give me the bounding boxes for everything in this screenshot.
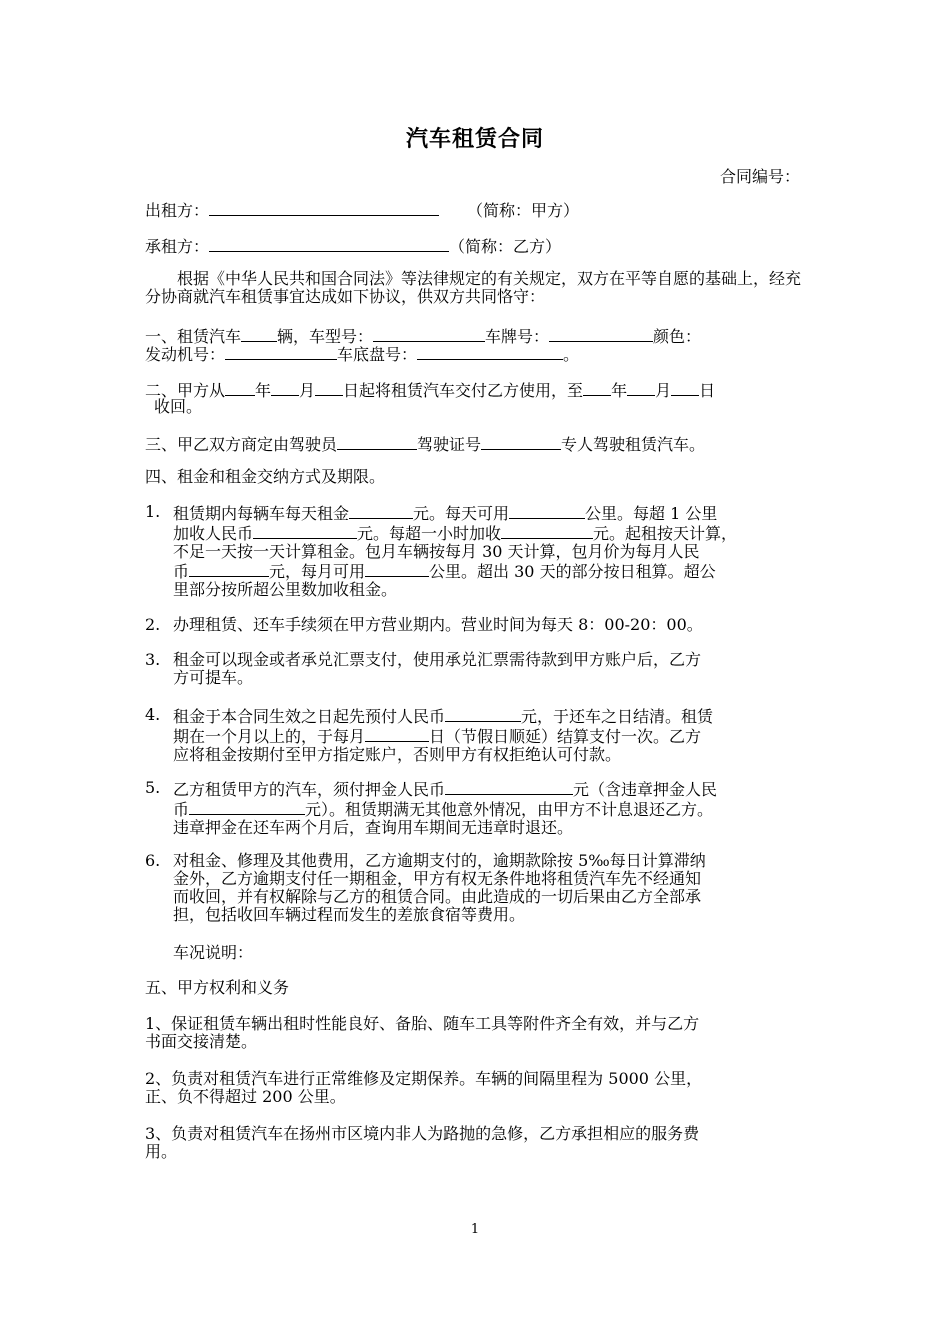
item-text: 金外，乙方逾期支付任一期租金，甲方有权无条件地将租赁汽车先不经通知 [173, 869, 702, 888]
item-text: 日（节假日顺延）结算支付一次。乙方 [429, 727, 702, 746]
para-text: 1、保证租赁车辆出租时性能良好、备胎、随车工具等附件齐全有效，并与乙方 [145, 1014, 700, 1033]
lessee-abbr: （简称：乙方） [449, 237, 562, 256]
sec2-text: 年 [611, 381, 628, 400]
sec2-line2: 收回。 [154, 397, 203, 416]
blank-plate[interactable] [549, 326, 653, 342]
item-text: 应将租金按期付至甲方指定账户，否则甲方有权拒绝认可付款。 [173, 745, 622, 764]
item-text: 对租金、修理及其他费用，乙方逾期支付的，逾期款除按 5‰每日计算滞纳 [173, 851, 706, 870]
blank-engine-no[interactable] [225, 344, 337, 360]
blank-vehicle-count[interactable] [241, 326, 277, 342]
lessor-abbr: （简称：甲方） [467, 201, 580, 220]
item-number: 5. [145, 778, 161, 797]
item-text: 里部分按所超公里数加收租金。 [173, 580, 398, 599]
item-text: 乙方租赁甲方的汽车，须付押金人民币 [173, 780, 446, 799]
right-2 [145, 1070, 810, 1106]
blank-monthly-km[interactable] [365, 561, 429, 577]
item-text: 而收回，并有权解除与乙方的租赁合同。由此造成的一切后果由乙方全部承 [173, 887, 702, 906]
item-text: 元。每超一小时加收 [357, 524, 502, 543]
lessor-line [145, 200, 810, 220]
item-text: 方可提车。 [173, 668, 254, 687]
sec1-text: 一、租赁汽车 [145, 327, 242, 346]
sec2-text: 日 [699, 381, 716, 400]
sec1-text: 车底盘号： [337, 345, 418, 364]
item-text: 担，包括收回车辆过程而发生的差旅食宿等费用。 [173, 905, 526, 924]
item-1 [145, 503, 810, 599]
blank-driver[interactable] [337, 434, 417, 450]
para-text: 用。 [145, 1142, 178, 1161]
sec3-text: 专人驾驶租赁汽车。 [561, 435, 706, 454]
item-number: 6. [145, 851, 161, 870]
item-text: 租赁期内每辆车每天租金 [173, 504, 350, 523]
lessee-label: 承租方： [145, 237, 210, 256]
para-text: 2、负责对租赁汽车进行正常维修及定期保养。车辆的间隔里程为 5000 公里， [145, 1069, 703, 1088]
item-text: 元，于还车之日结清。租赁 [521, 707, 714, 726]
sec3-text: 驾驶证号 [417, 435, 482, 454]
sec1-text: 颜色： [653, 327, 702, 346]
lessee-blank[interactable] [209, 236, 449, 252]
item-text: 元。起租按天计算， [593, 524, 738, 543]
para-text: 3、负责对租赁汽车在扬州市区境内非人为路抛的急修，乙方承担相应的服务费 [145, 1124, 700, 1143]
item-number: 1. [145, 502, 161, 521]
sec3-line [145, 434, 810, 454]
page-title: 汽车租赁合同 [405, 127, 544, 152]
sec3-text: 三、甲乙双方商定由驾驶员 [145, 435, 338, 454]
blank-end-day[interactable] [671, 380, 699, 396]
blank-settlement-day[interactable] [365, 726, 429, 742]
para-text: 正、负不得超过 200 公里。 [145, 1087, 346, 1106]
blank-per-km-fee[interactable] [253, 523, 357, 539]
item-6 [145, 852, 810, 924]
blank-license-no[interactable] [481, 434, 561, 450]
item-text: 不足一天按一天计算租金。包月车辆按每月 30 天计算，包月价为每月人民 [173, 542, 700, 561]
item-number: 3. [145, 650, 161, 669]
sec1-line2 [145, 344, 810, 364]
sec2-text: 日起将租赁汽车交付乙方使用，至 [343, 381, 584, 400]
item-text: 元（含违章押金人民 [573, 780, 718, 799]
blank-daily-rent[interactable] [349, 503, 413, 519]
blank-end-year[interactable] [583, 380, 611, 396]
item-4 [145, 706, 810, 764]
sec2-text: 月 [299, 381, 316, 400]
blank-model[interactable] [373, 326, 485, 342]
item-text: 币 [173, 800, 190, 819]
blank-prepay-amount[interactable] [445, 706, 521, 722]
lessor-blank[interactable] [209, 200, 439, 216]
item-text: 元，每月可用 [269, 562, 366, 581]
right-1 [145, 1015, 810, 1051]
sec1-text: 辆，车型号： [277, 327, 374, 346]
item-text: 违章押金在还车两个月后，查询用车期间无违章时退还。 [173, 818, 574, 837]
sec5-title: 五、甲方权利和义务 [145, 978, 290, 997]
item-2 [145, 616, 810, 634]
item-text: 期在一个月以上的，于每月 [173, 727, 366, 746]
item-text: 办理租赁、还车手续须在甲方营业期内。营业时间为每天 8：00-20：00。 [173, 615, 703, 634]
sec2-line1 [145, 380, 810, 400]
right-3 [145, 1125, 810, 1161]
item-5 [145, 779, 810, 837]
preamble: 根据《中华人民共和国合同法》等法律规定的有关规定，双方在平等自愿的基础上，经充分协商就汽车租赁事宜达成如下协议，供双方共同恪守： [145, 269, 802, 306]
car-condition-label: 车况说明： [173, 943, 254, 962]
sec1-line1 [145, 326, 810, 346]
blank-violation-deposit[interactable] [189, 799, 305, 815]
sec1-text: 车牌号： [485, 327, 550, 346]
blank-monthly-price[interactable] [189, 561, 269, 577]
blank-start-year[interactable] [225, 380, 255, 396]
blank-end-month[interactable] [627, 380, 655, 396]
item-text: 加收人民币 [173, 524, 254, 543]
contract-number-label: 合同编号： [719, 167, 800, 186]
blank-start-day[interactable] [315, 380, 343, 396]
sec1-text: 发动机号： [145, 345, 226, 364]
blank-deposit[interactable] [445, 779, 573, 795]
item-number: 4. [145, 705, 161, 724]
sec2-text: 年 [255, 381, 272, 400]
blank-daily-km[interactable] [509, 503, 585, 519]
item-text: 公里。每超 1 公里 [585, 504, 718, 523]
blank-chassis-no[interactable] [417, 344, 563, 360]
item-3 [145, 651, 810, 687]
item-text: 元）。租赁期满无其他意外情况，由甲方不计息退还乙方。 [305, 800, 714, 819]
item-text: 租金可以现金或者承兑汇票支付，使用承兑汇票需待款到甲方账户后，乙方 [173, 650, 702, 669]
item-text: 租金于本合同生效之日起先预付人民币 [173, 707, 446, 726]
sec2-text: 月 [655, 381, 672, 400]
blank-start-month[interactable] [271, 380, 299, 396]
item-text: 元。每天可用 [413, 504, 510, 523]
item-text: 公里。超出 30 天的部分按日租算。超公 [429, 562, 716, 581]
para-text: 书面交接清楚。 [145, 1032, 258, 1051]
page-number: 1 [470, 1222, 480, 1237]
sec4-title: 四、租金和租金交纳方式及期限。 [145, 467, 386, 486]
blank-per-hour-fee[interactable] [501, 523, 593, 539]
item-text: 币 [173, 562, 190, 581]
lessor-label: 出租方： [145, 201, 210, 220]
item-number: 2. [145, 615, 161, 634]
lessee-line [145, 236, 810, 256]
sec1-text: 。 [563, 345, 580, 364]
sec2-text: 二、甲方从 [145, 381, 226, 400]
